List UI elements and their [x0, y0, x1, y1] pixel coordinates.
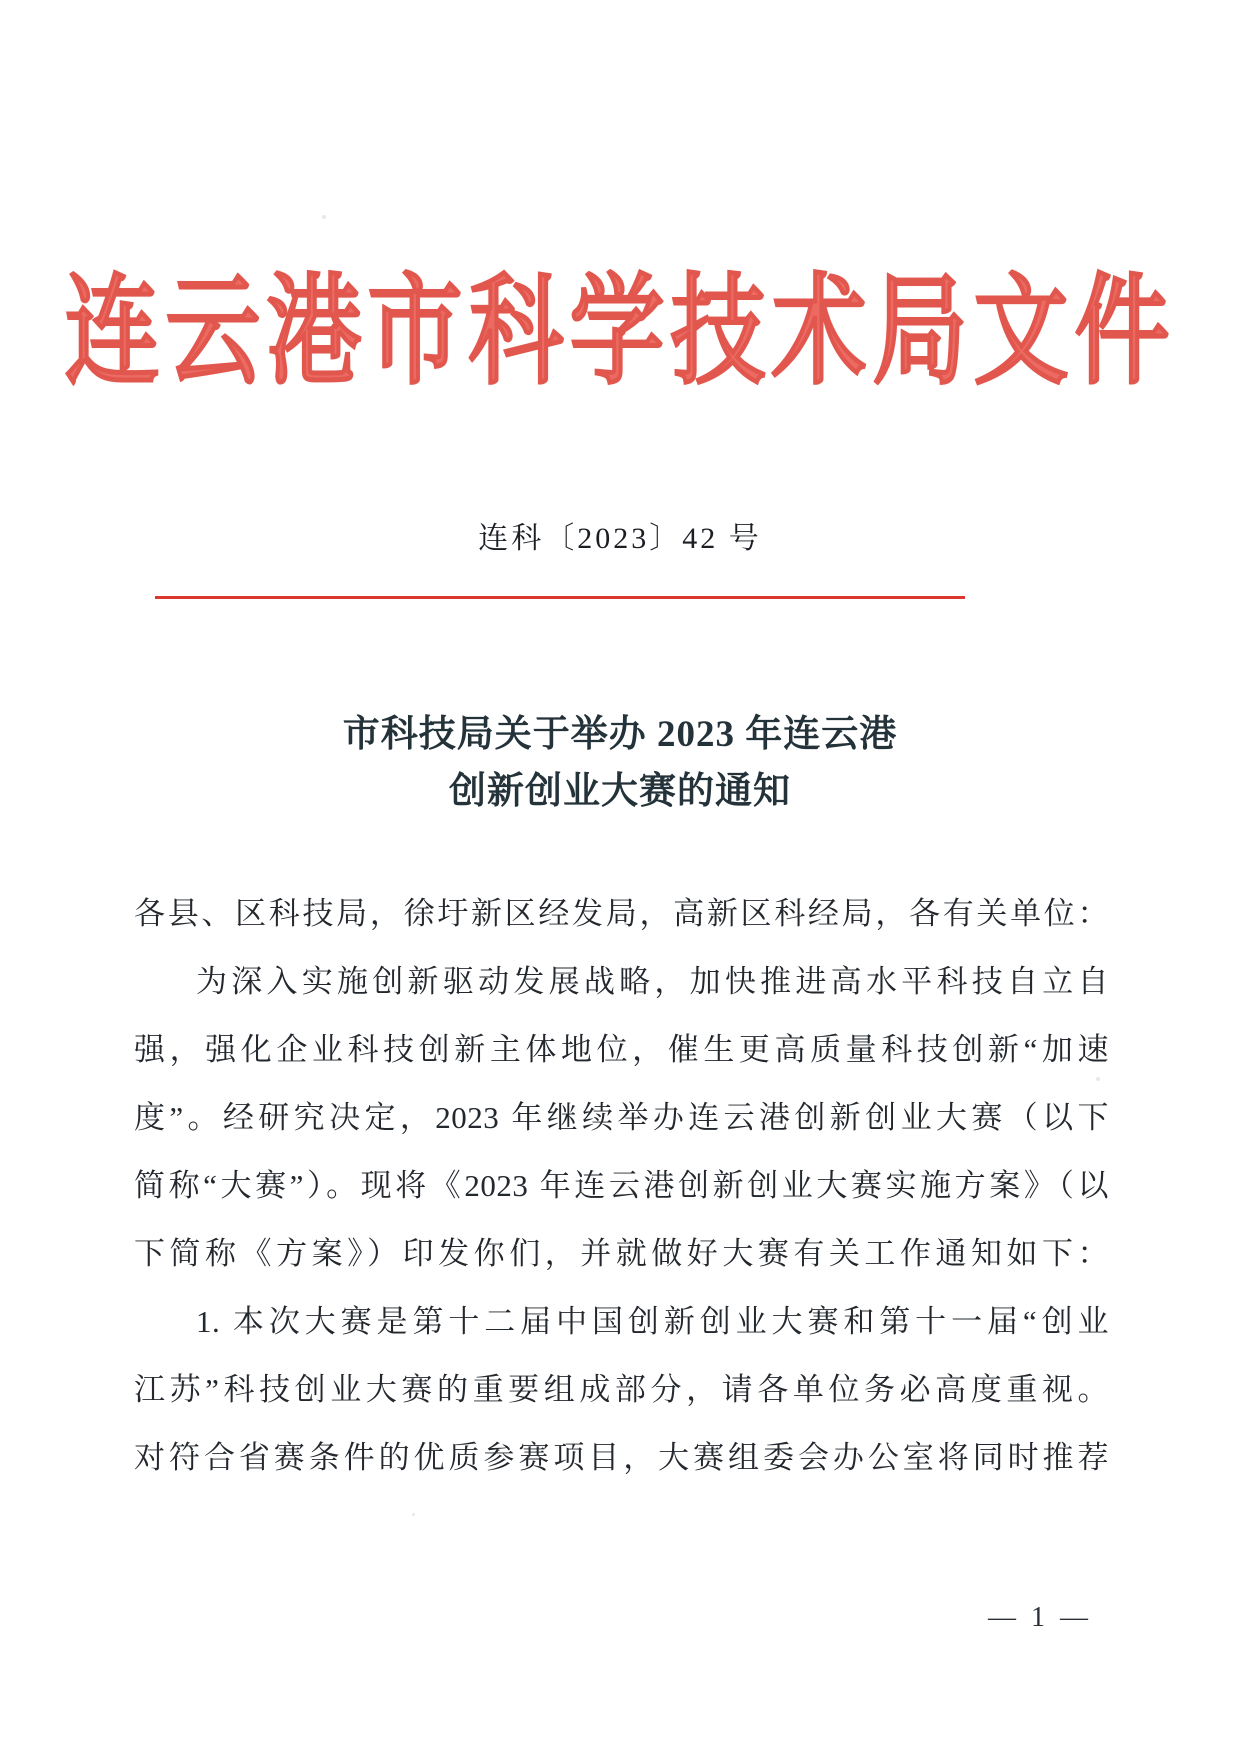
document-number: 连科〔2023〕42 号 — [478, 522, 762, 555]
body-line: 1. 本次大赛是第十二届中国创新创业大赛和第十一届“创业 — [196, 1304, 1109, 1339]
red-divider-rule — [155, 596, 965, 599]
body-line: 下简称《方案》）印发你们，并就做好大赛有关工作通知如下： — [134, 1236, 1109, 1271]
body-line: 度”。经研究决定，2023 年继续举办连云港创新创业大赛（以下 — [134, 1100, 1109, 1135]
page-number: — 1 — — [988, 1602, 1092, 1633]
masthead-title: 连云港市科学技术局文件 — [64, 265, 1176, 400]
page-title — [0, 706, 1240, 820]
body-line: 为深入实施创新驱动发展战略，加快推进高水平科技自立自 — [196, 964, 1109, 999]
masthead — [0, 265, 1240, 400]
page-title-line-2: 创新创业大赛的通知 — [449, 771, 791, 812]
body-copy — [134, 880, 1109, 1492]
body-line: 简称“大赛”）。现将《2023 年连云港创新创业大赛实施方案》（以 — [134, 1168, 1109, 1203]
scan-speckle — [412, 1513, 415, 1516]
body-line: 各县、区科技局，徐圩新区经发局，高新区科经局，各有关单位： — [134, 896, 1109, 931]
scan-speckle — [322, 215, 326, 219]
page-title-line-1: 市科技局关于举办 2023 年连云港 — [342, 714, 898, 755]
body-line: 对符合省赛条件的优质参赛项目，大赛组委会办公室将同时推荐 — [134, 1440, 1109, 1475]
body-line: 江苏”科技创业大赛的重要组成部分，请各单位务必高度重视。 — [134, 1372, 1109, 1407]
body-line: 强，强化企业科技创新主体地位，催生更高质量科技创新“加速 — [134, 1032, 1109, 1067]
